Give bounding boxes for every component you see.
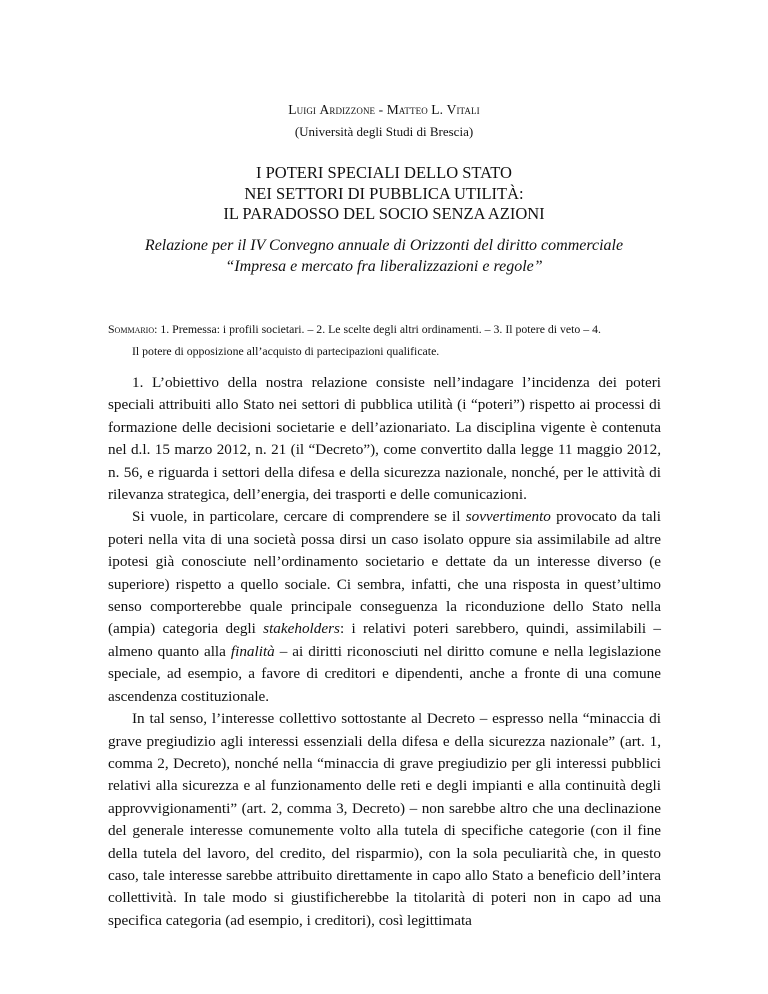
paper-subtitle	[0, 236, 768, 277]
author-1-last-name: Ardizzone	[319, 102, 376, 117]
summary-block	[108, 318, 668, 362]
emphasis-sovvertimento: sovvertimento	[465, 508, 551, 526]
authors-line	[0, 102, 768, 118]
title-line-3: IL PARADOSSO DEL SOCIO SENZA AZIONI	[223, 204, 545, 223]
subtitle-line-2: “Impresa e mercato fra liberalizzazioni e regole”	[225, 257, 543, 275]
subtitle-line-1: Relazione per il IV Convegno annuale di Orizzonti del diritto commerciale	[144, 237, 624, 254]
emphasis-finalita: finalità	[230, 642, 275, 660]
author-2-last-name: Vitali	[446, 102, 480, 117]
title-line-1: I POTERI SPECIALI DELLO STATO	[256, 163, 512, 182]
title-line-2: NEI SETTORI DI PUBBLICA UTILITÀ:	[244, 183, 524, 203]
body-text	[108, 372, 661, 932]
paragraph-2-text-a: Si vuole, in particolare, cercare di comprendere se il	[132, 508, 466, 526]
author-2-first-name: Matteo L.	[386, 102, 444, 117]
paragraph-2	[108, 506, 661, 708]
author-separator: -	[375, 102, 387, 117]
emphasis-stakeholders: stakeholders	[263, 620, 340, 638]
summary-text-line-1: : 1. Premessa: i profili societari. – 2. Le scelte degli altri ordinamenti. – 3. Il potere di veto – 4.	[154, 322, 601, 336]
author-1-first-name: Luigi	[288, 102, 317, 117]
paragraph-1: 1. L’obiettivo della nostra relazione consiste nell’indagare l’incidenza dei poteri speciali attribuiti allo Stato nei settori di pubblica utilità (i “poteri”) rispetto ai processi di formazione delle decisioni societarie e dell’azionariato. La disciplina vigente è contenuta nel d.l. 15 marzo 2012, n. 21 (il “Decreto”), come convertito dalla legge 11 maggio 2012, n. 56, e riguarda i settori della difesa e della sicurezza nazionale, nonché, per le attività di rilevanza strategica, dell’energia, dei trasporti e delle comunicazioni.	[108, 374, 661, 504]
summary-text-line-2: Il potere di opposizione all’acquisto di partecipazioni qualificate.	[132, 344, 440, 358]
paragraph-2-text-c: : i relativi poteri sarebbero, quindi, assimilabili – almeno quanto alla	[108, 620, 661, 660]
affiliation: (Università degli Studi di Brescia)	[294, 124, 474, 139]
paragraph-2-text-d: – ai diritti riconosciuti nel diritto comune e nella legislazione speciale, ad esempio, a favore di creditori e dipendenti, anche a fronte di una comune ascendenza costituzionale.	[108, 642, 661, 705]
paper-title	[0, 163, 768, 225]
paragraph-2-text-b: provocato da tali poteri nella vita di una società possa dirsi un caso isolato oppure sia assimilabile ad altre ipotesi già conosciute nell’ordinamento societario e dettate da un interesse diverso (e superiore) rispetto a quello sociale. Ci sembra, infatti, che una risposta in quest’ultimo senso comporterebbe quale principale conseguenza la riconduzione dello Stato nella (ampia) categoria degli	[108, 508, 662, 638]
paragraph-3: In tal senso, l’interesse collettivo sottostante al Decreto – espresso nella “minaccia di grave pregiudizio agli interessi essenziali della difesa e della sicurezza nazionale” (art. 1, comma 2, Decreto), nonché nella “minaccia di grave pregiudizio per gli interessi pubblici relativi alla sicurezza e al funzionamento delle reti e degli impianti e alla continuità degli approvvigionamenti” (art. 2, comma 3, Decreto) – non sarebbe altro che una declinazione del generale interesse comunemente volto alla tutela di specifiche categorie (con il fine della tutela del lavoro, del credito, del risparmio), con la sola peculiarità che, in questo caso, tale interesse sarebbe attribuito direttamente in capo allo Stato a beneficio dell’intera collettività. In tale modo si giustificherebbe la titolarità di poteri non in capo ad una specifica categoria (ad esempio, i creditori), così legittimata	[108, 710, 661, 929]
summary-label: Sommario	[108, 322, 155, 336]
